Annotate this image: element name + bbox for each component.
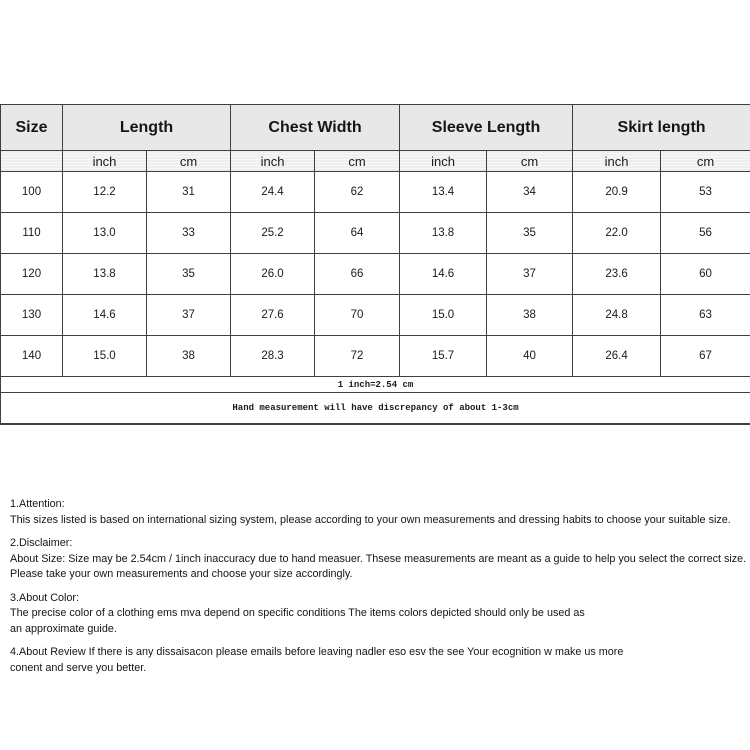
unit-header-skirt-inch: inch [573,151,661,172]
measurement-cell: 64 [315,213,400,254]
unit-header-empty [1,151,63,172]
measurement-cell: 13.4 [400,172,487,213]
measurement-cell: 66 [315,254,400,295]
measurement-cell: 13.8 [63,254,147,295]
table-note-measurement-row [1,393,750,424]
column-header-skirt-length: Skirt length [573,105,750,151]
note-attention [10,497,748,528]
note-about-color-body-1: The precise color of a clothing ems mva depend on specific conditions The items colors depicted should only be used as [10,607,585,619]
measurement-cell: 56 [661,213,750,254]
note-disclaimer [10,536,748,583]
table-unit-row [1,151,750,172]
unit-header-chest-cm: cm [315,151,400,172]
measurement-cell: 63 [661,295,750,336]
measurement-cell: 67 [661,336,750,377]
measurement-cell: 26.0 [231,254,315,295]
measurement-cell: 62 [315,172,400,213]
measurement-cell: 53 [661,172,750,213]
table-row-size-130 [1,295,750,336]
measurement-cell: 24.4 [231,172,315,213]
note-about-color-title: 3.About Color: [10,591,80,604]
measurement-cell: 22.0 [573,213,661,254]
unit-header-sleeve-inch: inch [400,151,487,172]
size-cell: 120 [1,254,63,295]
measurement-cell: 14.6 [400,254,487,295]
note-measurement-text: Hand measurement will have discrepancy of about 1-3cm [1,393,750,424]
note-attention-body: This sizes listed is based on international sizing system, please according to your own measurements and dressing habits to choose your suitable size. [10,513,731,526]
size-cell: 140 [1,336,63,377]
measurement-cell: 26.4 [573,336,661,377]
measurement-cell: 33 [147,213,231,254]
unit-header-sleeve-cm: cm [487,151,573,172]
column-header-chest-width: Chest Width [231,105,400,151]
table-row-size-100 [1,172,750,213]
note-disclaimer-body-2: Please take your own measurements and choose your size accordingly. [10,568,353,580]
unit-header-skirt-cm: cm [661,151,750,172]
column-header-size: Size [1,105,63,151]
note-attention-title: 1.Attention: [10,498,65,510]
measurement-cell: 37 [147,295,231,336]
measurement-cell: 20.9 [573,172,661,213]
note-conversion-text: 1 inch=2.54 cm [1,377,750,393]
measurement-cell: 31 [147,172,231,213]
note-disclaimer-title: 2.Disclaimer: [10,537,73,549]
table-row-size-120 [1,254,750,295]
column-header-sleeve-length: Sleeve Length [400,105,573,151]
measurement-cell: 24.8 [573,295,661,336]
measurement-cell: 15.7 [400,336,487,377]
measurement-cell: 37 [487,254,573,295]
table-row-size-110 [1,213,750,254]
unit-header-length-inch: inch [63,151,147,172]
size-cell: 110 [1,213,63,254]
measurement-cell: 38 [147,336,231,377]
size-cell: 100 [1,172,63,213]
note-about-review [10,645,748,676]
note-about-color-body-2: an approximate guide. [10,622,117,635]
measurement-cell: 14.6 [63,295,147,336]
measurement-cell: 35 [147,254,231,295]
unit-header-chest-inch: inch [231,151,315,172]
note-about-color [10,591,748,638]
table-note-conversion-row [1,377,750,393]
size-cell: 130 [1,295,63,336]
column-header-length: Length [63,105,231,151]
measurement-cell: 34 [487,172,573,213]
measurement-cell: 23.6 [573,254,661,295]
measurement-cell: 60 [661,254,750,295]
note-about-review-body-2: conent and serve you better. [10,661,147,674]
measurement-cell: 13.0 [63,213,147,254]
measurement-cell: 40 [487,336,573,377]
size-chart-table [0,104,750,425]
measurement-cell: 25.2 [231,213,315,254]
measurement-cell: 35 [487,213,573,254]
measurement-cell: 12.2 [63,172,147,213]
measurement-cell: 70 [315,295,400,336]
measurement-cell: 72 [315,336,400,377]
measurement-cell: 28.3 [231,336,315,377]
measurement-cell: 15.0 [400,295,487,336]
unit-header-length-cm: cm [147,151,231,172]
measurement-cell: 38 [487,295,573,336]
measurement-cell: 15.0 [63,336,147,377]
table-header-row [1,105,750,151]
note-disclaimer-body-1: About Size: Size may be 2.54cm / 1inch inaccuracy due to hand measuer. Thsese measurements are meant as a guide to help you select the correct size. [10,552,747,565]
notes-section [10,497,748,684]
table-row-size-140 [1,336,750,377]
measurement-cell: 13.8 [400,213,487,254]
note-about-review-body-1: 4.About Review If there is any dissaisacon please emails before leaving nadler eso esv the see Your ecognition w make us more [10,646,624,658]
measurement-cell: 27.6 [231,295,315,336]
